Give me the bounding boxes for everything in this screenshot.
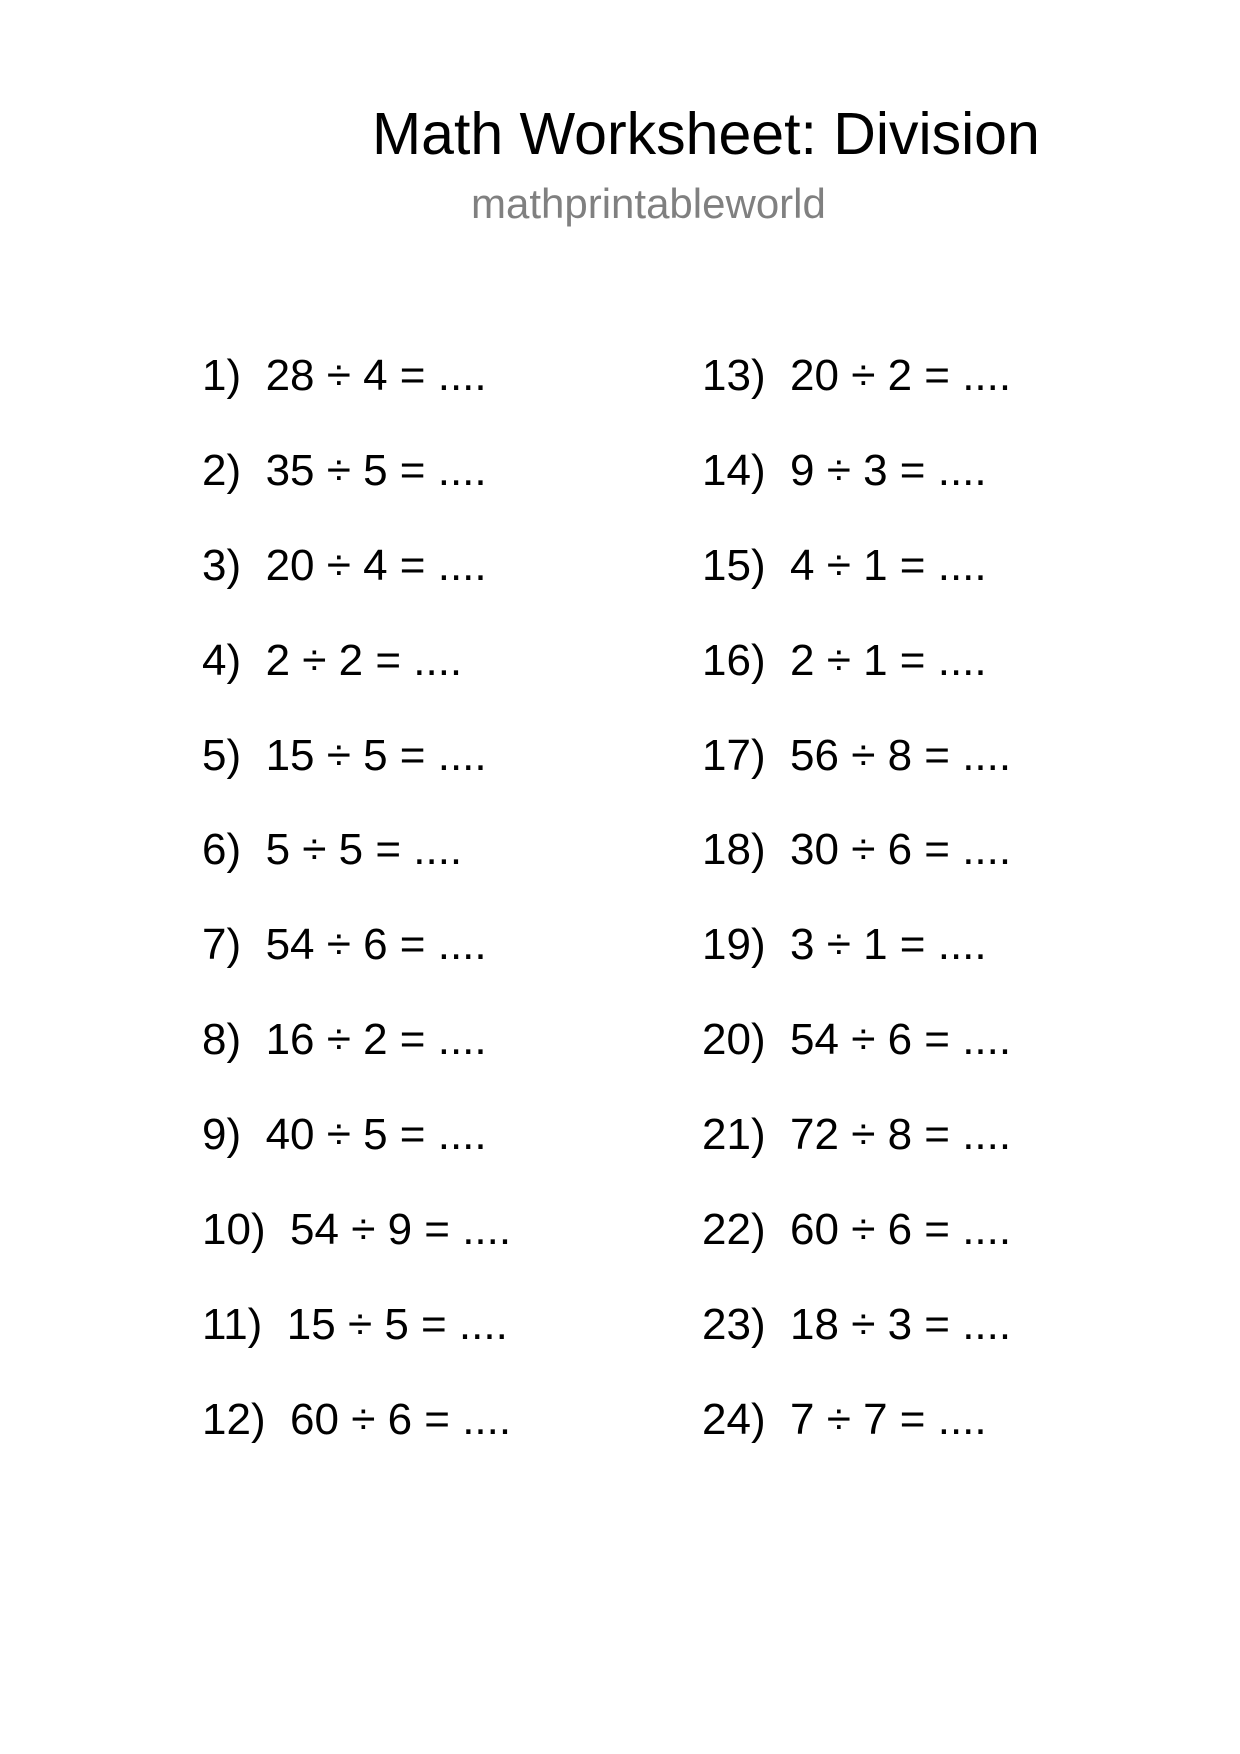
problem-6: 6) 5 ÷ 5 = ....	[202, 825, 463, 875]
problem-13: 13) 20 ÷ 2 = ....	[702, 351, 1012, 400]
problem-7: 7) 54 ÷ 6 = ....	[202, 920, 487, 970]
problem-9: 9) 40 ÷ 5 = ....	[202, 1110, 487, 1160]
problem-8: 8) 16 ÷ 2 = ....	[202, 1015, 487, 1065]
problem-17: 17) 56 ÷ 8 = ....	[702, 730, 1012, 780]
problems-right-column	[702, 346, 1011, 1485]
problem-2: 2) 35 ÷ 5 = ....	[202, 445, 487, 495]
problem-1: 1) 28 ÷ 4 = ....	[202, 351, 487, 400]
problem-14: 14) 9 ÷ 3 = ....	[702, 445, 987, 495]
problem-3: 3) 20 ÷ 4 = ....	[202, 540, 487, 590]
problem-5: 5) 15 ÷ 5 = ....	[202, 730, 487, 780]
problem-10: 10) 54 ÷ 9 = ....	[202, 1205, 512, 1255]
problem-21: 21) 72 ÷ 8 = ....	[702, 1110, 1012, 1160]
problem-18: 18) 30 ÷ 6 = ....	[702, 825, 1012, 875]
problem-24: 24) 7 ÷ 7 = ....	[702, 1394, 987, 1444]
problem-4: 4) 2 ÷ 2 = ....	[202, 635, 463, 685]
problem-22: 22) 60 ÷ 6 = ....	[702, 1205, 1012, 1255]
problem-23: 23) 18 ÷ 3 = ....	[702, 1299, 1012, 1349]
worksheet-source: mathprintableworld	[471, 180, 826, 227]
problem-19: 19) 3 ÷ 1 = ....	[702, 920, 987, 970]
problem-11: 11) 15 ÷ 5 = ....	[202, 1299, 508, 1349]
problem-16: 16) 2 ÷ 1 = ....	[702, 635, 987, 685]
problem-15: 15) 4 ÷ 1 = ....	[702, 540, 987, 590]
worksheet-title: Math Worksheet: Division	[372, 101, 1040, 167]
problem-12: 12) 60 ÷ 6 = ....	[202, 1394, 512, 1444]
problem-20: 20) 54 ÷ 6 = ....	[702, 1015, 1012, 1065]
problems-left-column	[202, 346, 511, 1485]
